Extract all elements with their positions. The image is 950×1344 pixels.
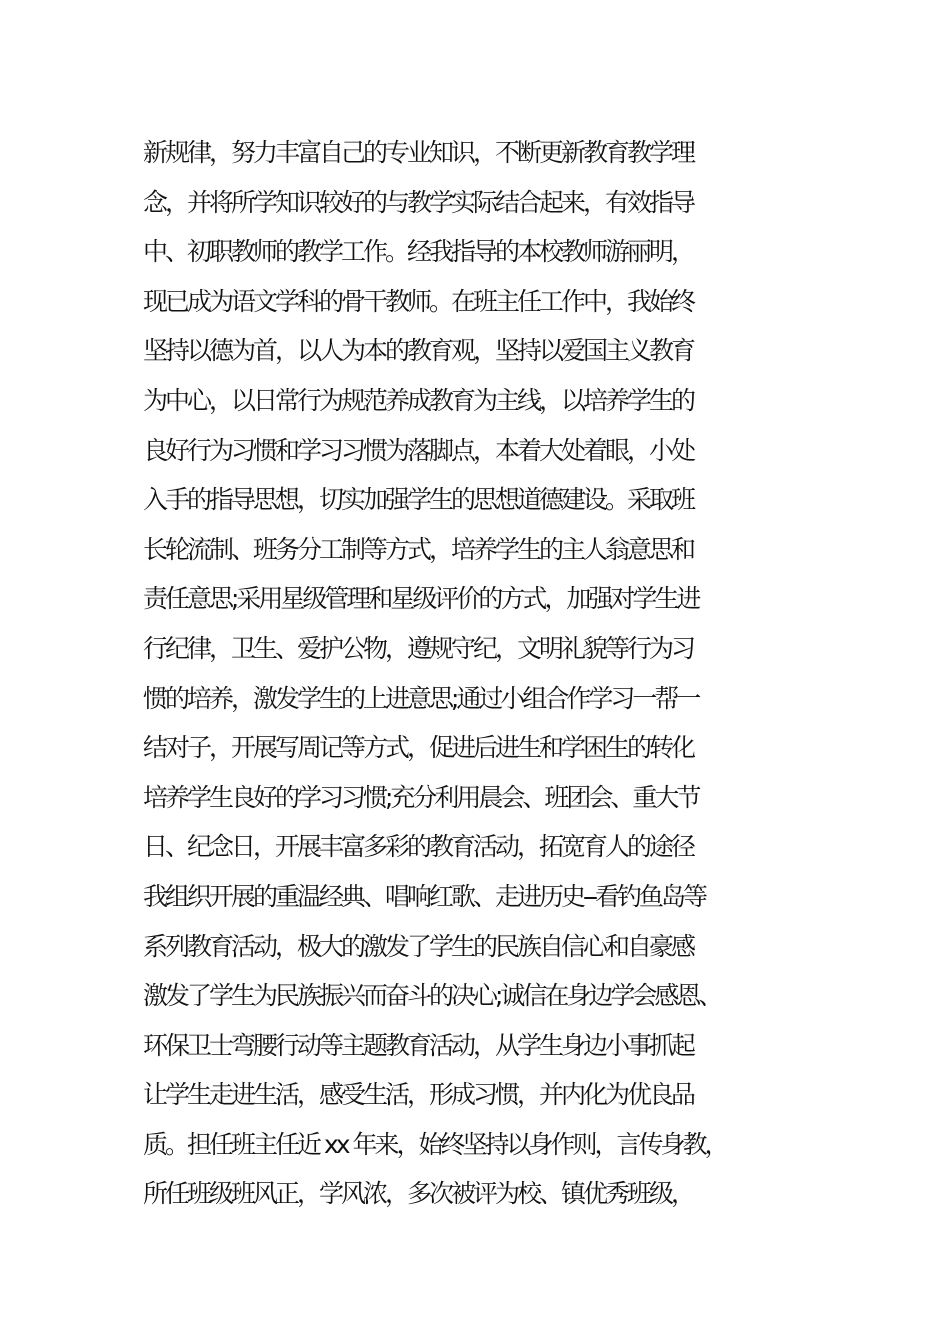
text-line-19: 环保卫士弯腰行动等主题教育活动，从学生身边小事抓起 — [143, 1030, 694, 1060]
text-line-9: 长轮流制、班务分工制等方式，培养学生的主人翁意思和 — [143, 534, 694, 564]
text-line-22: 所任班级班风正，学风浓，多次被评为校、镇优秀班级， — [143, 1179, 694, 1209]
text-line-8: 入手的指导思想，切实加强学生的思想道德建设。采取班 — [143, 485, 694, 515]
text-line-16: 我组织开展的重温经典、唱响红歌、走进历史--看钓鱼岛等 — [143, 881, 706, 911]
text-line-11: 行纪律，卫生、爱护公物，遵规守纪，文明礼貌等行为习 — [143, 633, 694, 663]
text-line-17: 系列教育活动，极大的激发了学生的民族自信心和自豪感 — [143, 931, 694, 961]
text-line-10: 责任意思;采用星级管理和星级评价的方式，加强对学生进 — [143, 584, 699, 614]
text-line-18: 激发了学生为民族振兴而奋斗的决心;诚信在身边学会感恩、 — [143, 981, 721, 1011]
text-line-4: 现已成为语文学科的骨干教师。在班主任工作中，我始终 — [143, 286, 694, 316]
text-line-14: 培养学生良好的学习习惯;充分利用晨会、班团会、重大节 — [143, 782, 699, 812]
text-line-7: 良好行为习惯和学习习惯为落脚点，本着大处着眼，小处 — [143, 435, 694, 465]
text-line-3: 中、初职教师的教学工作。经我指导的本校教师游丽明， — [143, 237, 694, 267]
text-line-5: 坚持以德为首，以人为本的教育观，坚持以爱国主义教育 — [143, 336, 694, 366]
text-line-1: 新规律，努力丰富自己的专业知识，不断更新教育教学理 — [143, 138, 694, 167]
text-line-20: 让学生走进生活，感受生活，形成习惯，并内化为优良品 — [143, 1080, 694, 1110]
text-line-15: 日、纪念日，开展丰富多彩的教育活动，拓宽育人的途径 — [143, 832, 694, 862]
text-line-13: 结对子，开展写周记等方式，促进后进生和学困生的转化 — [143, 733, 694, 763]
text-line-6: 为中心，以日常行为规范养成教育为主线，以培养学生的 — [143, 385, 694, 415]
text-line-12: 惯的培养，激发学生的上进意思;通过小组合作学习一帮一 — [143, 683, 699, 713]
text-line-21: 质。担任班主任近 xx 年来，始终坚持以身作则，言传身教， — [143, 1129, 727, 1159]
body-paragraph — [143, 128, 843, 1219]
text-line-2: 念，并将所学知识较好的与教学实际结合起来，有效指导 — [143, 187, 694, 217]
